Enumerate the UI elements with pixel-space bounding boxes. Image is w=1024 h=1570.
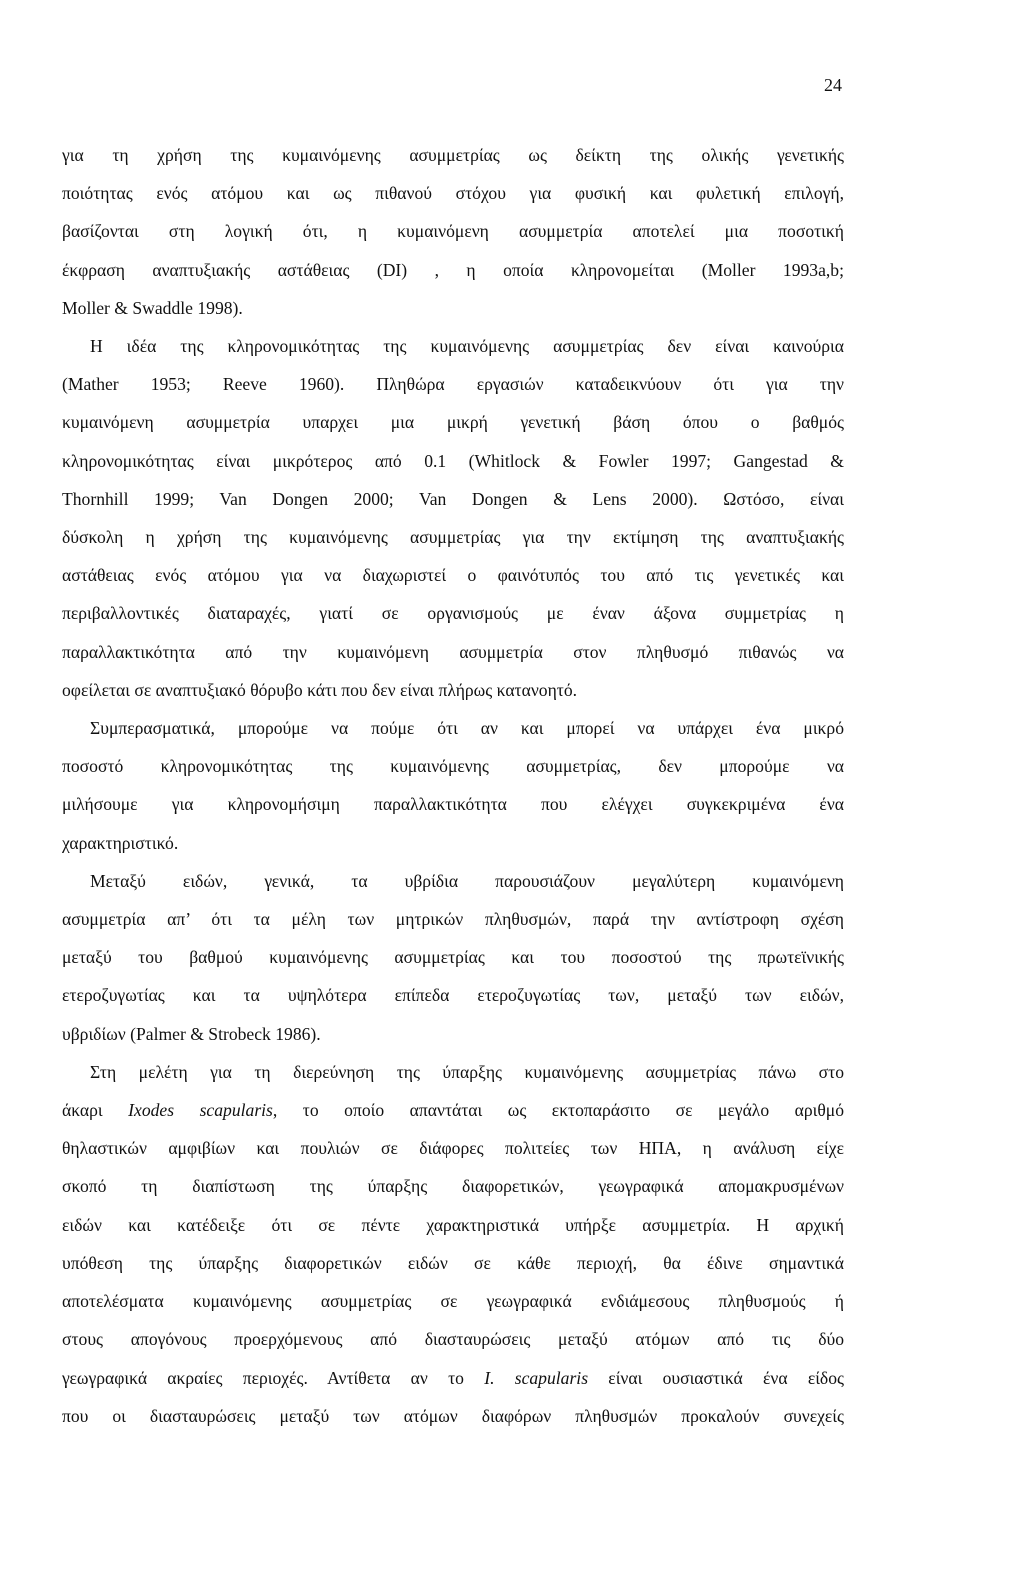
text-line: υβριδίων (Palmer & Strobeck 1986). xyxy=(62,1023,321,1044)
text-line: κυμαινόμενη ασυμμετρία υπαρχει μια μικρή γενετική βάση όπου ο βαθμός xyxy=(62,412,844,433)
text-line xyxy=(62,1091,844,1129)
text-line: για τη χρήση της κυμαινόμενης ασυμμετρίας ως δείκτη της ολικής γενετικής xyxy=(62,145,844,165)
species-name: I. scapularis xyxy=(484,1367,589,1388)
text-segment: γεωγραφικά ακραίες περιοχές. Αντίθετα αν το xyxy=(62,1367,485,1388)
text-line: που οι διασταυρώσεις μεταξύ των ατόμων διαφόρων πληθυσμών προκαλούν συνεχείς xyxy=(62,1405,844,1426)
text-line: αστάθειας ενός ατόμου για να διαχωριστεί ο φαινότυπός του από τις γενετικές και xyxy=(62,565,844,586)
text-line xyxy=(62,1359,844,1397)
text-line: ποιότητας ενός ατόμου και ως πιθανού στόχου για φυσική και φυλετική επιλογή, xyxy=(62,183,844,204)
text-segment: άκαρι xyxy=(62,1100,129,1121)
text-line: περιβαλλοντικές διαταραχές, γιατί σε οργανισμούς με έναν άξονα συμμετρίας η xyxy=(62,603,844,624)
text-line: βασίζονται στη λογική ότι, η κυμαινόμενη ασυμμετρία αποτελεί μια ποσοτική xyxy=(62,221,844,242)
text-segment: , το οποίο απαντάται ως εκτοπαράσιτο σε μεγάλο αριθμό xyxy=(272,1100,845,1121)
text-line: Συμπερασματικά, μπορούμε να πούμε ότι αν και μπορεί να υπάρχει ένα μικρό xyxy=(90,718,844,739)
text-line: ασυμμετρία απ’ ότι τα μέλη των μητρικών πληθυσμών, παρά την αντίστροφη σχέση xyxy=(62,909,844,930)
text-line: οφείλεται σε αναπτυξιακό θόρυβο κάτι που δεν είναι πλήρως κατανοητό. xyxy=(62,679,578,700)
text-line: χαρακτηριστικό. xyxy=(62,832,179,853)
text-line: παραλλακτικότητα από την κυμαινόμενη ασυμμετρία στον πληθυσμό πιθανώς να xyxy=(62,641,844,662)
text-line: θηλαστικών αμφιβίων και πουλιών σε διάφορες πολιτείες των ΗΠΑ, η ανάλυση είχε xyxy=(62,1138,844,1159)
species-name: Ixodes scapularis xyxy=(128,1100,273,1121)
text-line: (Mather 1953; Reeve 1960). Πληθώρα εργασιών καταδεικνύουν ότι για την xyxy=(62,374,844,395)
text-line: ποσοστό κληρονομικότητας της κυμαινόμενης ασυμμετρίας, δεν μπορούμε να xyxy=(62,756,844,777)
text-line: Thornhill 1999; Van Dongen 2000; Van Dongen & Lens 2000). Ωστόσο, είναι xyxy=(62,488,844,509)
text-line: Μεταξύ ειδών, γενικά, τα υβρίδια παρουσιάζουν μεγαλύτερη κυμαινόμενη xyxy=(90,870,844,891)
text-line: Moller & Swaddle 1998). xyxy=(62,297,243,318)
text-line: αποτελέσματα κυμαινόμενης ασυμμετρίας σε γεωγραφικά ενδιάμεσους πληθυσμούς ή xyxy=(62,1291,844,1312)
page-number: 24 xyxy=(824,75,842,95)
text-line: στους απογόνους προερχόμενους από διασταυρώσεις μεταξύ ατόμων από τις δύο xyxy=(62,1329,844,1350)
text-line: Η ιδέα της κληρονομικότητας της κυμαινόμενης ασυμμετρίας δεν είναι καινούρια xyxy=(90,336,844,357)
text-line: ειδών και κατέδειξε ότι σε πέντε χαρακτηριστικά υπήρξε ασυμμετρία. Η αρχική xyxy=(62,1214,844,1235)
text-line: Στη μελέτη για τη διερεύνηση της ύπαρξης κυμαινόμενης ασυμμετρίας πάνω στο xyxy=(90,1061,844,1082)
text-line: δύσκολη η χρήση της κυμαινόμενης ασυμμετρίας για την εκτίμηση της αναπτυξιακής xyxy=(62,527,844,548)
text-line: μεταξύ του βαθμού κυμαινόμενης ασυμμετρίας και του ποσοστού της πρωτεϊνικής xyxy=(62,947,844,968)
text-line: έκφραση αναπτυξιακής αστάθειας (DI) , η οποία κληρονομείται (Moller 1993a,b; xyxy=(62,259,844,280)
text-line: σκοπό τη διαπίστωση της ύπαρξης διαφορετικών, γεωγραφικά απομακρυσμένων xyxy=(62,1176,844,1197)
text-line: ετεροζυγωτίας και τα υψηλότερα επίπεδα ετεροζυγωτίας των, μεταξύ των ειδών, xyxy=(62,985,844,1006)
text-line: υπόθεση της ύπαρξης διαφορετικών ειδών σε κάθε περιοχή, θα έδινε σημαντικά xyxy=(62,1252,844,1273)
body-text xyxy=(62,136,844,1435)
text-segment: είναι ουσιαστικά ένα είδος xyxy=(588,1367,844,1388)
text-line: κληρονομικότητας είναι μικρότερος από 0.1 (Whitlock & Fowler 1997; Gangestad & xyxy=(62,450,844,471)
text-line: μιλήσουμε για κληρονομήσιμη παραλλακτικότητα που ελέγχει συγκεκριμένα ένα xyxy=(62,794,844,815)
